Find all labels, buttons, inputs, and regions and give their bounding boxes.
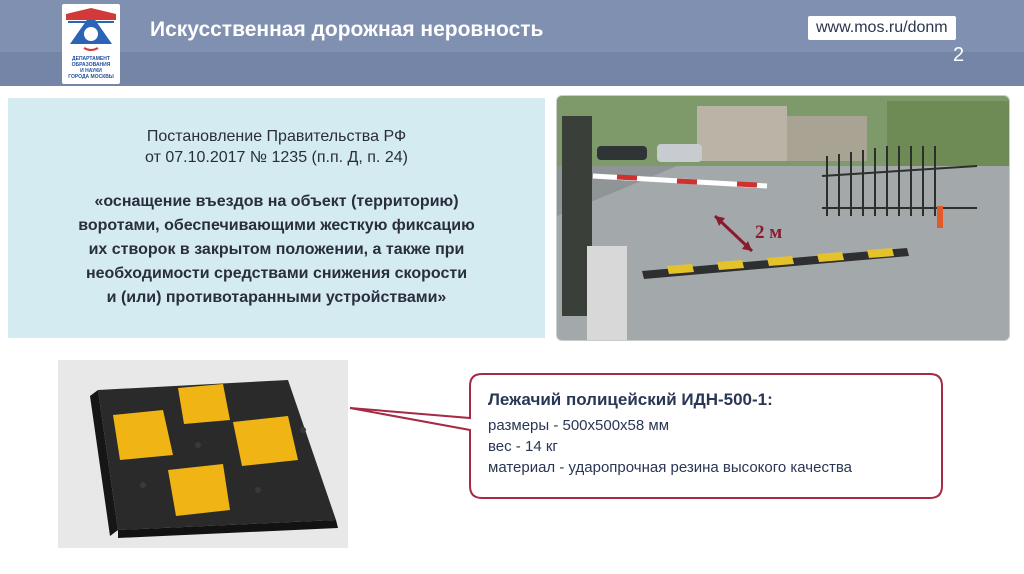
quote-panel xyxy=(8,98,545,338)
decree-reference xyxy=(8,126,545,168)
quote-line: их створок в закрытом положении, а также при xyxy=(88,241,465,258)
speed-bump-illustration xyxy=(58,360,348,548)
street-photo xyxy=(556,95,1010,341)
emblem-icon xyxy=(62,4,120,56)
decree-line-1: Постановление Правительства РФ xyxy=(146,128,407,145)
page-number: 2 xyxy=(953,44,965,66)
department-logo xyxy=(62,4,120,84)
decree-quote xyxy=(8,190,545,310)
decree-line-2: от 07.10.2017 № 1235 (п.п. Д, п. 24) xyxy=(145,149,408,166)
product-material: материал - ударопрочная резина высокого качества xyxy=(488,459,852,476)
distance-label: 2 м xyxy=(755,222,783,243)
website-link[interactable]: www.mos.ru/donm xyxy=(808,16,956,40)
logo-caption xyxy=(62,56,120,80)
product-specs xyxy=(488,390,928,478)
quote-line: и (или) противотаранными устройствами» xyxy=(106,289,447,306)
street-scene-illustration xyxy=(557,96,1009,340)
header-bar xyxy=(0,0,1024,86)
product-title: Лежачий полицейский ИДН-500-1: xyxy=(488,390,773,409)
logo-line: ДЕПАРТАМЕНТ xyxy=(72,56,110,62)
quote-line: воротами, обеспечивающими жесткую фиксацию xyxy=(78,217,475,234)
logo-line: ГОРОДА МОСКВЫ xyxy=(68,74,114,80)
quote-line: «оснащение въездов на объект (территорию) xyxy=(94,193,459,210)
quote-line: необходимости средствами снижения скорости xyxy=(85,265,468,282)
product-weight: вес - 14 кг xyxy=(488,438,558,455)
slide-title: Искусственная дорожная неровность xyxy=(150,18,544,41)
product-size: размеры - 500х500х58 мм xyxy=(488,417,670,434)
logo-line: ОБРАЗОВАНИЯ xyxy=(71,62,111,68)
header-band xyxy=(0,52,1024,86)
speed-bump-photo xyxy=(58,360,348,548)
logo-line: И НАУКИ xyxy=(80,68,102,74)
